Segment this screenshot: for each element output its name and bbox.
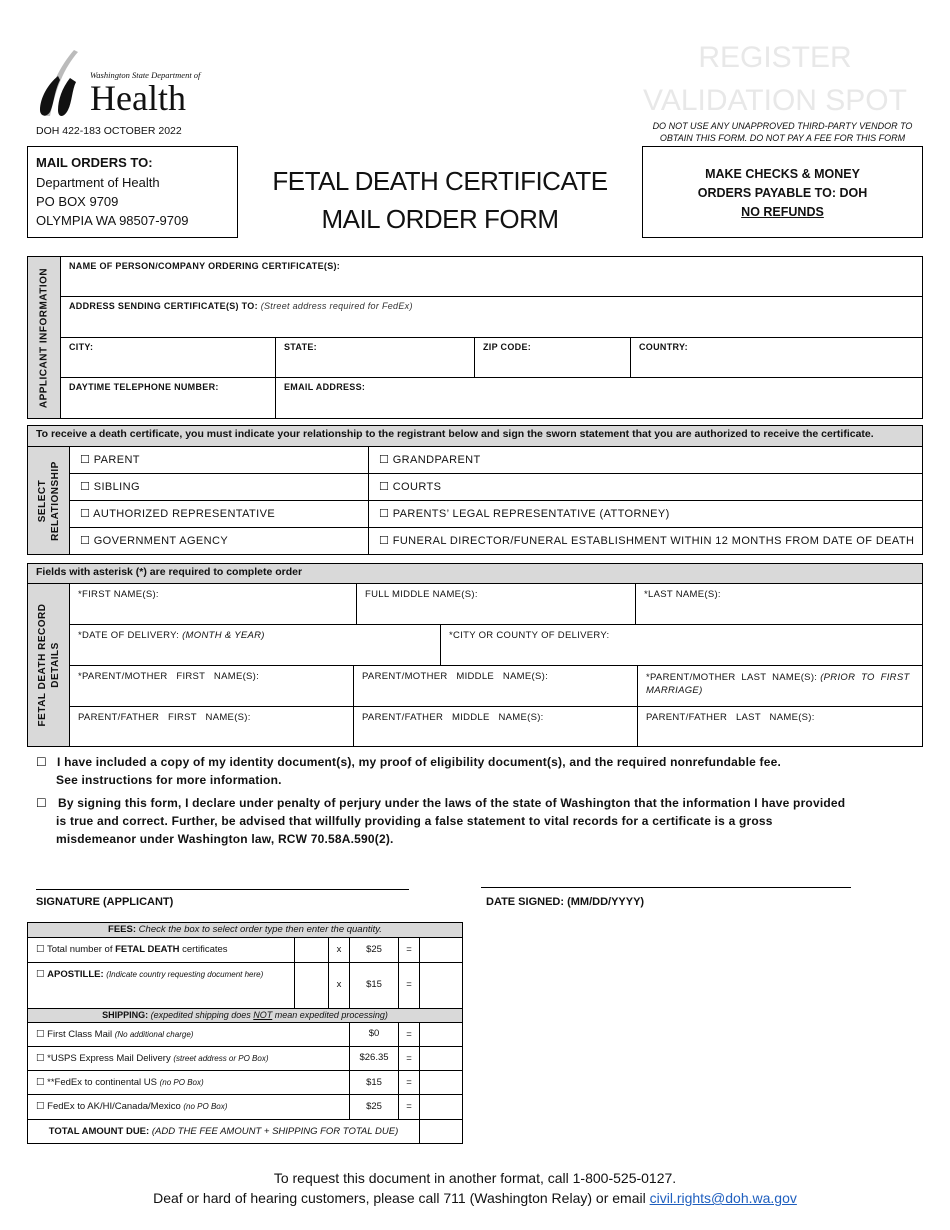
ship-label: ☐ First Class Mail — [36, 1029, 113, 1040]
address-note: (Street address required for FedEx) — [260, 301, 413, 311]
option-label: ☐ GRANDPARENT — [379, 454, 481, 466]
ship-price: $15 — [366, 1077, 382, 1088]
ship-fedex-intl-amount[interactable] — [419, 1094, 463, 1120]
identity-statement — [36, 753, 926, 789]
register-line1: REGISTER — [698, 41, 852, 74]
footer-line2-text: Deaf or hard of hearing customers, please call 711 (Washington Relay) or email — [153, 1190, 646, 1206]
ship-first-class-eq-cell — [398, 1022, 420, 1047]
form-code: DOH 422-183 OCTOBER 2022 — [36, 125, 182, 137]
register-line2: VALIDATION SPOT — [643, 84, 907, 117]
ship-usps-express-eq-cell — [398, 1046, 420, 1071]
record-tab-label — [36, 604, 62, 727]
delivery-date-label-text: *DATE OF DELIVERY: — [78, 630, 180, 641]
relationship-option-authorized-rep[interactable] — [69, 500, 369, 528]
perjury-line3: misdemeanor under Washington law, RCW 70.58A.590(2). — [56, 832, 394, 846]
relationship-option-government[interactable] — [69, 527, 369, 555]
fetal-death-option[interactable] — [27, 937, 295, 963]
relationship-option-legal-rep[interactable] — [368, 500, 923, 528]
logo-line2: Health — [90, 78, 186, 118]
relationship-option-grandparent[interactable] — [368, 446, 923, 474]
vendor-warning-line2: OBTAIN THIS FORM. DO NOT PAY A FEE FOR THIS FORM — [659, 133, 906, 143]
option-label: ☐ AUTHORIZED REPRESENTATIVE — [80, 508, 276, 520]
mail-orders-line: Department of Health — [36, 175, 160, 190]
row2-note: (Indicate country requesting document here) — [106, 970, 264, 979]
identity-checkbox[interactable]: ☐ — [36, 755, 47, 769]
payable-box — [642, 146, 923, 238]
mother-middle-label: PARENT/MOTHER MIDDLE NAME(S): — [362, 671, 549, 682]
shipping-header-bold: SHIPPING: — [102, 1010, 149, 1020]
footer-line1: To request this document in another format, call 1-800-525-0127. — [273, 1170, 677, 1186]
option-label: ☐ GOVERNMENT AGENCY — [80, 535, 229, 547]
apostille-option-label — [36, 969, 263, 980]
applicant-tab-label: APPLICANT INFORMATION — [38, 267, 50, 408]
required-note: Fields with asterisk (*) are required to complete order — [27, 563, 923, 584]
first-name-label: *FIRST NAME(S): — [78, 589, 159, 600]
total-due-label-cell — [27, 1119, 420, 1144]
relationship-tab-label — [36, 461, 62, 541]
perjury-line1: By signing this form, I declare under penalty of perjury under the laws of the state of Washington that the information I have provided — [58, 796, 846, 810]
row2-bold: APOSTILLE: — [47, 969, 104, 980]
option-label: ☐ COURTS — [379, 481, 442, 493]
country-field[interactable] — [630, 337, 923, 378]
total-bold: TOTAL AMOUNT DUE: — [48, 1126, 150, 1137]
total-due-label — [28, 1126, 419, 1137]
father-first-field[interactable] — [69, 706, 354, 747]
date-signed-line[interactable] — [481, 887, 851, 888]
ship-fedex-us-label — [36, 1077, 204, 1088]
last-name-field[interactable] — [635, 583, 923, 625]
delivery-date-note: (MONTH & YEAR) — [182, 630, 265, 641]
ship-first-class-amount[interactable] — [419, 1022, 463, 1047]
ship-label: ☐ **FedEx to continental US — [36, 1077, 157, 1088]
identity-line2: See instructions for more information. — [56, 773, 282, 787]
mother-last-label-text: *PARENT/MOTHER LAST NAME(S): — [646, 672, 818, 683]
mother-first-label: *PARENT/MOTHER FIRST NAME(S): — [78, 671, 260, 682]
address-label-text: ADDRESS SENDING CERTIFICATE(S) TO: — [69, 301, 258, 311]
ship-fedex-intl-option[interactable] — [27, 1094, 350, 1120]
record-tab-line1: FETAL DEATH RECORD — [36, 603, 48, 727]
identity-line1: I have included a copy of my identity document(s), my proof of eligibility document(s), and the required nonrefundable fee. — [57, 755, 782, 769]
address-label — [69, 301, 413, 311]
mail-orders-line: PO BOX 9709 — [36, 194, 119, 209]
email-label: EMAIL ADDRESS: — [284, 382, 366, 392]
footer-line2 — [0, 1188, 950, 1208]
row2-eq: = — [406, 979, 412, 990]
mail-orders-title: MAIL ORDERS TO: — [36, 155, 153, 170]
apostille-amount[interactable] — [419, 962, 463, 1009]
ship-note: (no PO Box) — [159, 1078, 204, 1087]
phone-field[interactable] — [60, 377, 276, 419]
ship-first-class-option[interactable] — [27, 1022, 350, 1047]
relationship-option-sibling[interactable] — [69, 473, 369, 501]
fetal-death-eq-cell — [398, 937, 420, 963]
relationship-tab — [27, 446, 70, 555]
vendor-warning — [640, 120, 925, 144]
mother-last-note1: (PRIOR TO FIRST — [820, 672, 910, 683]
ship-label: ☐ *USPS Express Mail Delivery — [36, 1053, 171, 1064]
fees-header — [27, 922, 463, 938]
state-field[interactable] — [275, 337, 475, 378]
record-tab-line2: DETAILS — [49, 642, 61, 688]
fetal-death-price-cell — [349, 937, 399, 963]
apostille-eq-cell — [398, 962, 420, 1009]
ship-note: (No additional charge) — [114, 1030, 194, 1039]
row2-box: ☐ — [36, 969, 45, 980]
ship-eq: = — [406, 1029, 412, 1040]
form-title — [260, 162, 620, 238]
signature-line[interactable] — [36, 889, 409, 890]
ship-usps-express-amount[interactable] — [419, 1046, 463, 1071]
zip-label: ZIP CODE: — [483, 342, 532, 352]
apostille-quantity[interactable] — [294, 962, 329, 1009]
relationship-tab-line1: SELECT — [36, 479, 48, 522]
ship-fedex-intl-eq-cell — [398, 1094, 420, 1120]
ship-fedex-us-price-cell — [349, 1070, 399, 1095]
mother-middle-field[interactable] — [353, 665, 638, 707]
ship-first-class-price-cell — [349, 1022, 399, 1047]
shipping-note-not: NOT — [253, 1010, 273, 1020]
perjury-checkbox[interactable]: ☐ — [36, 796, 47, 810]
city-field[interactable] — [60, 337, 276, 378]
ship-eq: = — [406, 1101, 412, 1112]
shipping-note-a: (expedited shipping does — [150, 1010, 251, 1020]
name-label: NAME OF PERSON/COMPANY ORDERING CERTIFICATE(S): — [69, 261, 341, 271]
country-label: COUNTRY: — [639, 342, 688, 352]
mother-last-field[interactable] — [637, 665, 923, 707]
ship-price: $0 — [368, 1028, 380, 1039]
civil-rights-email-link[interactable]: civil.rights@doh.wa.gov — [649, 1190, 797, 1206]
register-validation-spot — [640, 36, 910, 122]
ship-eq: = — [406, 1077, 412, 1088]
address-field[interactable] — [60, 296, 923, 338]
delivery-date-label — [78, 630, 265, 641]
relationship-option-parent[interactable] — [69, 446, 369, 474]
phone-label: DAYTIME TELEPHONE NUMBER: — [69, 382, 219, 392]
relationship-instruction: To receive a death certificate, you must indicate your relationship to the registrant below and sign the sworn statement that you are authorized to receive the certificate. — [27, 425, 923, 447]
perjury-line2: is true and correct. Further, be advised that willfully providing a false statement to vital records for a certificate is a gross — [56, 814, 773, 828]
shipping-header — [27, 1008, 463, 1023]
ship-price: $26.35 — [359, 1052, 389, 1063]
mother-first-field[interactable] — [69, 665, 354, 707]
total-note: (ADD THE FEE AMOUNT + SHIPPING FOR TOTAL DUE) — [151, 1126, 399, 1137]
email-field[interactable] — [275, 377, 923, 419]
apostille-option[interactable] — [27, 962, 295, 1009]
footer — [0, 1168, 950, 1208]
option-label: ☐ PARENT — [80, 454, 140, 466]
ship-usps-express-price-cell — [349, 1046, 399, 1071]
city-county-label: *CITY OR COUNTY OF DELIVERY: — [449, 630, 610, 641]
logo-line1: Washington State Department of — [90, 70, 201, 80]
total-due-amount[interactable] — [419, 1119, 463, 1144]
apostille-price-cell — [349, 962, 399, 1009]
ship-usps-express-option[interactable] — [27, 1046, 350, 1071]
ship-fedex-intl-price-cell — [349, 1094, 399, 1120]
father-last-field[interactable] — [637, 706, 923, 747]
ship-first-class-label — [36, 1029, 193, 1040]
mail-orders-box — [27, 146, 238, 238]
ship-fedex-intl-label — [36, 1101, 227, 1112]
shipping-header-note — [151, 1010, 388, 1020]
mother-last-note2: MARRIAGE) — [646, 685, 703, 696]
option-label: ☐ PARENTS’ LEGAL REPRESENTATIVE (ATTORNEY) — [379, 508, 670, 520]
first-name-field[interactable] — [69, 583, 357, 625]
last-name-label: *LAST NAME(S): — [644, 589, 721, 600]
ship-usps-express-label — [36, 1053, 269, 1064]
doh-logo-mark-icon — [36, 48, 84, 120]
relationship-tab-line2: RELATIONSHIP — [49, 460, 61, 541]
signature-label: SIGNATURE (APPLICANT) — [36, 896, 174, 908]
father-last-label: PARENT/FATHER LAST NAME(S): — [646, 712, 815, 723]
perjury-statement — [36, 794, 926, 848]
relationship-option-courts[interactable] — [368, 473, 923, 501]
row1-prefix: ☐ Total number of — [36, 944, 113, 955]
zip-field[interactable] — [474, 337, 631, 378]
option-label: ☐ SIBLING — [80, 481, 140, 493]
father-first-label: PARENT/FATHER FIRST NAME(S): — [78, 712, 251, 723]
middle-name-label: FULL MIDDLE NAME(S): — [365, 589, 478, 600]
ship-fedex-us-eq-cell — [398, 1070, 420, 1095]
delivery-date-field[interactable] — [69, 624, 441, 666]
ship-note: (no PO Box) — [183, 1102, 228, 1111]
shipping-note-b: mean expedited processing) — [274, 1010, 388, 1020]
no-refunds: NO REFUNDS — [741, 205, 824, 219]
payable-line1: MAKE CHECKS & MONEY — [705, 167, 860, 181]
payable-line2: ORDERS PAYABLE TO: DOH — [697, 186, 868, 200]
row1-bold: FETAL DEATH — [115, 944, 180, 955]
row1-suffix: certificates — [182, 944, 228, 955]
ship-note: (street address or PO Box) — [173, 1054, 269, 1063]
row2-price: $15 — [366, 979, 382, 990]
middle-name-field[interactable] — [356, 583, 636, 625]
apostille-x-cell — [328, 962, 350, 1009]
ship-fedex-us-option[interactable] — [27, 1070, 350, 1095]
option-label: ☐ FUNERAL DIRECTOR/FUNERAL ESTABLISHMENT WITHIN 12 MONTHS FROM DATE OF DEATH — [379, 535, 915, 547]
fetal-death-amount[interactable] — [419, 937, 463, 963]
mail-orders-line: OLYMPIA WA 98507-9709 — [36, 213, 189, 228]
fetal-death-x-cell — [328, 937, 350, 963]
ship-label: ☐ FedEx to AK/HI/Canada/Mexico — [36, 1101, 181, 1112]
vendor-warning-line1: DO NOT USE ANY UNAPPROVED THIRD-PARTY VENDOR TO — [652, 121, 913, 131]
ship-fedex-us-amount[interactable] — [419, 1070, 463, 1095]
form-title-line2: MAIL ORDER FORM — [321, 204, 559, 234]
fetal-death-option-label — [36, 944, 228, 955]
father-middle-field[interactable] — [353, 706, 638, 747]
mother-last-label — [646, 671, 910, 697]
father-middle-label: PARENT/FATHER MIDDLE NAME(S): — [362, 712, 544, 723]
date-signed-label: DATE SIGNED: (MM/DD/YYYY) — [486, 896, 645, 908]
name-field[interactable] — [60, 256, 923, 297]
row1-x: x — [336, 944, 342, 955]
fees-header-note: Check the box to select order type then enter the quantity. — [138, 924, 382, 935]
city-county-field[interactable] — [440, 624, 923, 666]
fetal-death-quantity[interactable] — [294, 937, 329, 963]
record-tab — [27, 583, 70, 747]
applicant-tab — [27, 256, 61, 419]
state-label: STATE: — [284, 342, 317, 352]
ship-price: $25 — [366, 1101, 382, 1112]
city-label: CITY: — [69, 342, 94, 352]
row1-price: $25 — [366, 944, 382, 955]
row1-eq: = — [406, 944, 412, 955]
row2-x: x — [336, 979, 342, 990]
form-title-line1: FETAL DEATH CERTIFICATE — [272, 166, 608, 196]
doh-logo — [36, 46, 201, 122]
ship-eq: = — [406, 1053, 412, 1064]
fees-header-bold: FEES: — [108, 924, 137, 935]
relationship-option-funeral[interactable] — [368, 527, 923, 555]
